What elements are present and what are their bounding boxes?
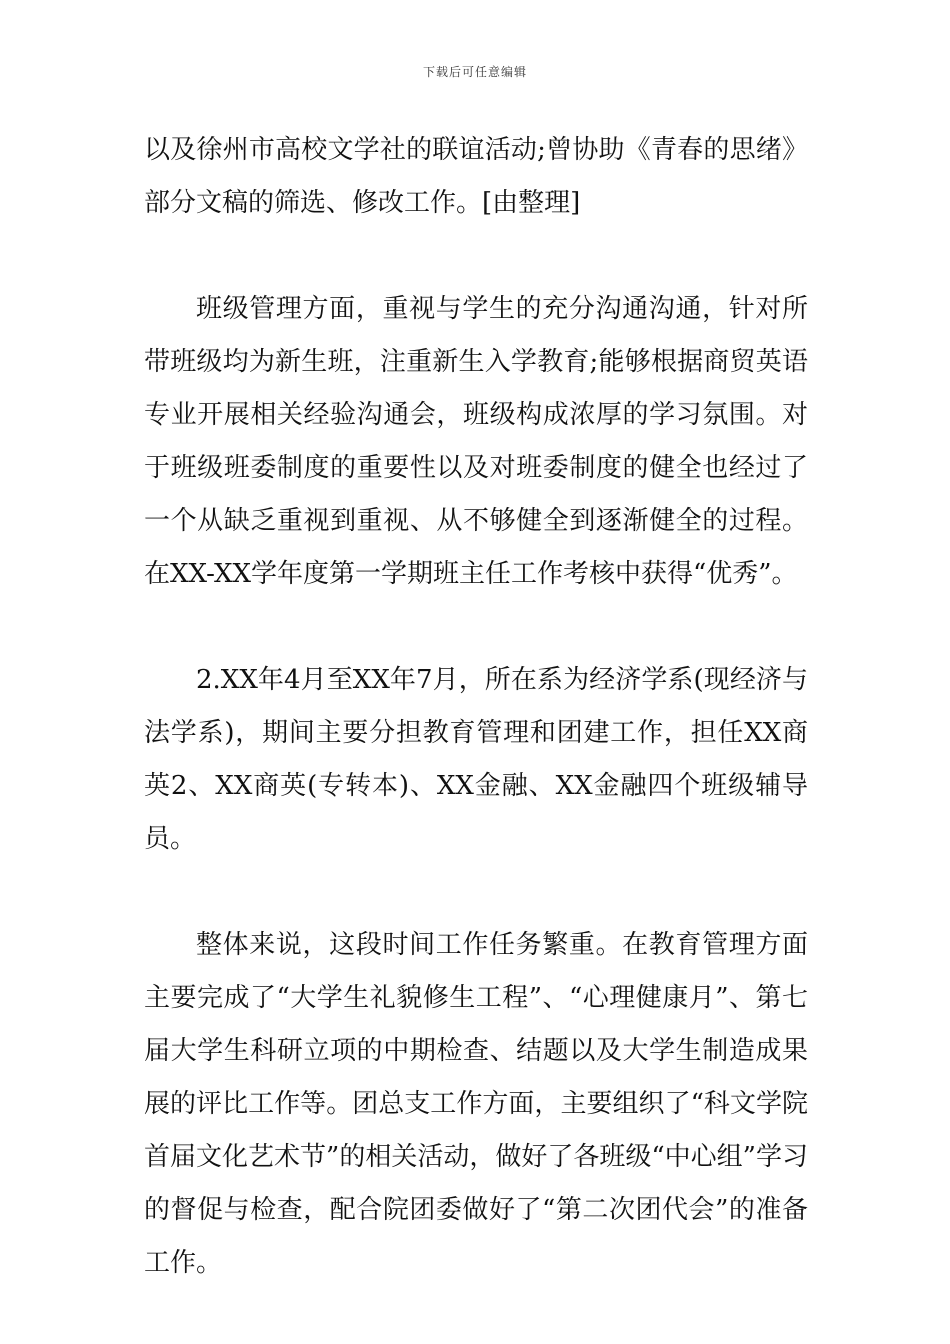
- paragraph-1: 以及徐州市高校文学社的联谊活动;曾协助《青春的思绪》部分文稿的筛选、修改工作。[由整理]: [144, 135, 808, 218]
- page-header: 下载后可任意编辑: [422, 65, 527, 79]
- paragraph-2: 班级管理方面，重视与学生的充分沟通沟通，针对所带班级均为新生班，注重新生入学教育;能够根据商贸英语专业开展相关经验沟通会，班级构成浓厚的学习氛围。对于班级班委制度的重要性以及对班委制度的健全也经过了一个从缺乏重视到重视、从不够健全到逐渐健全的过程。在XX-XX学年度第一学期班主任工作考核中获得“优秀”。: [144, 294, 808, 589]
- document-body: [144, 124, 808, 1290]
- paragraph-3: 2.XX年4月至XX年7月，所在系为经济学系(现经济与法学系)，期间主要分担教育管理和团建工作，担任XX商英2、XX商英(专转本)、XX金融、XX金融四个班级辅导员。: [144, 665, 808, 854]
- paragraph-4: 整体来说，这段时间工作任务繁重。在教育管理方面主要完成了“大学生礼貌修生工程”、“心理健康月”、第七届大学生科研立项的中期检查、结题以及大学生制造成果展的评比工作等。团总支工作方面，主要组织了“科文学院首届文化艺术节”的相关活动，做好了各班级“中心组”学习的督促与检查，配合院团委做好了“第二次团代会”的准备工作。: [144, 930, 808, 1278]
